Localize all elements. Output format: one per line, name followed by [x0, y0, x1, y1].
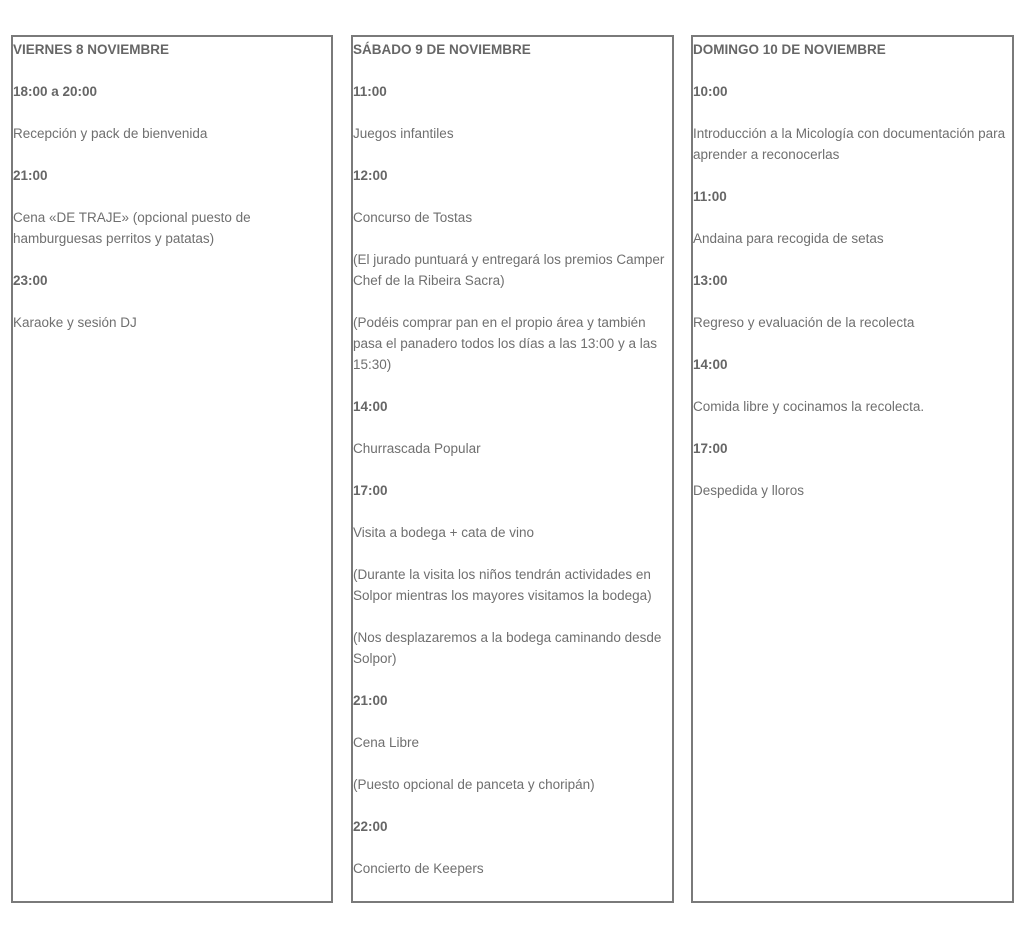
event-time: 18:00 a 20:00 — [13, 84, 98, 99]
event-time: 13:00 — [693, 273, 728, 288]
event-description: Comida libre y cocinamos la recolecta. — [693, 399, 925, 414]
event-time: 14:00 — [353, 399, 388, 414]
event-description: Regreso y evaluación de la recolecta — [693, 315, 915, 330]
event-description: Juegos infantiles — [353, 126, 454, 141]
schedule-column-friday — [11, 35, 333, 903]
event-time: 23:00 — [13, 273, 48, 288]
event-description: Visita a bodega + cata de vino — [353, 525, 535, 540]
day-title: DOMINGO 10 DE NOVIEMBRE — [693, 42, 886, 57]
schedule-column-sunday — [691, 35, 1014, 903]
event-time: 12:00 — [353, 168, 388, 183]
event-time: 17:00 — [693, 441, 728, 456]
event-time: 17:00 — [353, 483, 388, 498]
day-title: SÁBADO 9 DE NOVIEMBRE — [353, 42, 531, 57]
event-time: 11:00 — [693, 189, 727, 204]
event-time: 22:00 — [353, 819, 388, 834]
day-title: VIERNES 8 NOVIEMBRE — [13, 42, 170, 57]
event-description: Concierto de Keepers — [353, 861, 484, 876]
event-description: Karaoke y sesión DJ — [13, 315, 137, 330]
event-note: (Podéis comprar pan en el propio área y también pasa el panadero todos los días a las 13:00 y a las 15:30) — [353, 315, 657, 372]
event-time: 11:00 — [353, 84, 387, 99]
event-description: Cena «DE TRAJE» (opcional puesto de hamburguesas perritos y patatas) — [13, 210, 251, 246]
event-description: Andaina para recogida de setas — [693, 231, 884, 246]
event-note: (Puesto opcional de panceta y choripán) — [353, 777, 595, 792]
event-description: Concurso de Tostas — [353, 210, 473, 225]
event-note: (Durante la visita los niños tendrán actividades en Solpor mientras los mayores visitamos la bodega) — [353, 567, 652, 603]
event-note: (Nos desplazaremos a la bodega caminando desde Solpor) — [353, 630, 662, 666]
event-time: 14:00 — [693, 357, 728, 372]
event-time: 10:00 — [693, 84, 728, 99]
event-description: Cena Libre — [353, 735, 420, 750]
schedule-column-saturday — [351, 35, 674, 903]
event-description: Despedida y lloros — [693, 483, 805, 498]
event-time: 21:00 — [13, 168, 48, 183]
event-note: (El jurado puntuará y entregará los premios Camper Chef de la Ribeira Sacra) — [353, 252, 665, 288]
event-description: Introducción a la Micología con documentación para aprender a reconocerlas — [693, 126, 1006, 162]
event-description: Churrascada Popular — [353, 441, 481, 456]
event-description: Recepción y pack de bienvenida — [13, 126, 208, 141]
event-time: 21:00 — [353, 693, 388, 708]
